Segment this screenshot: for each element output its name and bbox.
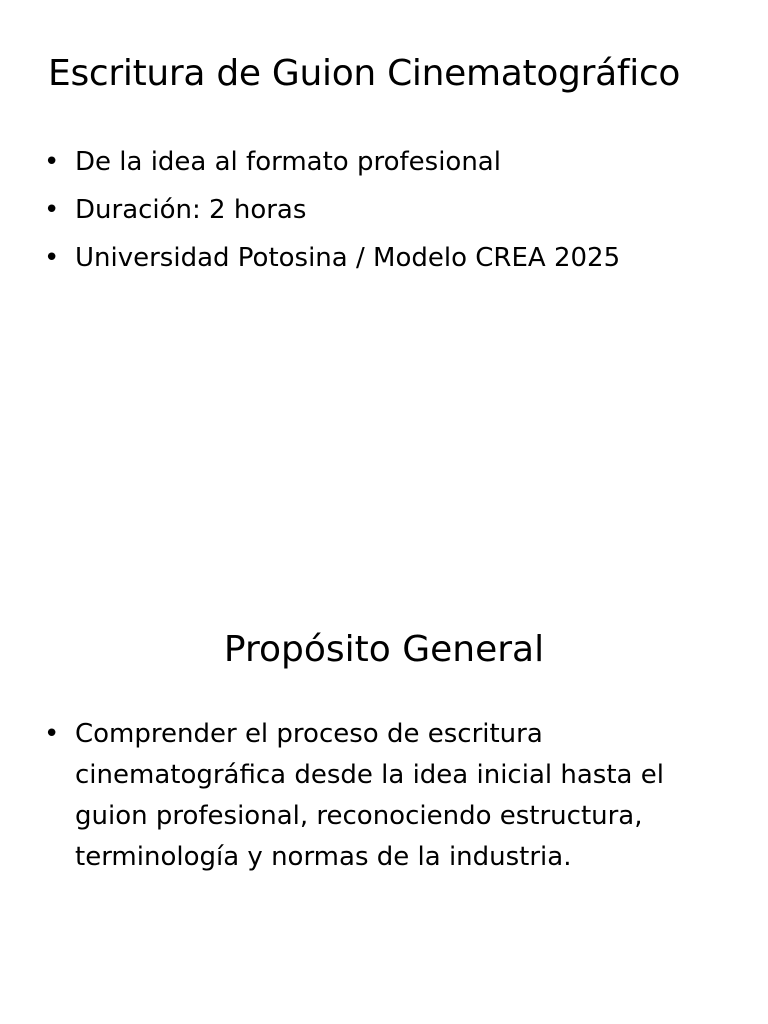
bullet-text-line: Comprender el proceso de escritura bbox=[75, 719, 543, 749]
bullet-list bbox=[44, 138, 744, 282]
bullet-text-line: terminología y normas de la industria. bbox=[75, 842, 572, 872]
bullet-text: Universidad Potosina / Modelo CREA 2025 bbox=[75, 243, 621, 273]
bullet-item bbox=[44, 138, 744, 186]
bullet-item bbox=[44, 714, 724, 878]
bullet-text: Duración: 2 horas bbox=[75, 195, 307, 225]
bullet-glyph: • bbox=[44, 147, 60, 177]
slide-2 bbox=[0, 512, 768, 1024]
slide-title: Escritura de Guion Cinematográfico bbox=[48, 53, 681, 94]
bullet-item bbox=[44, 234, 744, 282]
bullet-glyph: • bbox=[44, 243, 60, 273]
slide-title: Propósito General bbox=[223, 629, 545, 670]
bullet-text: De la idea al formato profesional bbox=[75, 147, 501, 177]
bullet-item bbox=[44, 186, 744, 234]
bullet-list bbox=[44, 714, 724, 878]
bullet-glyph: • bbox=[44, 195, 60, 225]
bullet-text-line: guion profesional, reconociendo estructura, bbox=[75, 801, 643, 831]
bullet-text-line: cinematográfica desde la idea inicial hasta el bbox=[75, 760, 664, 790]
bullet-glyph: • bbox=[44, 719, 60, 749]
